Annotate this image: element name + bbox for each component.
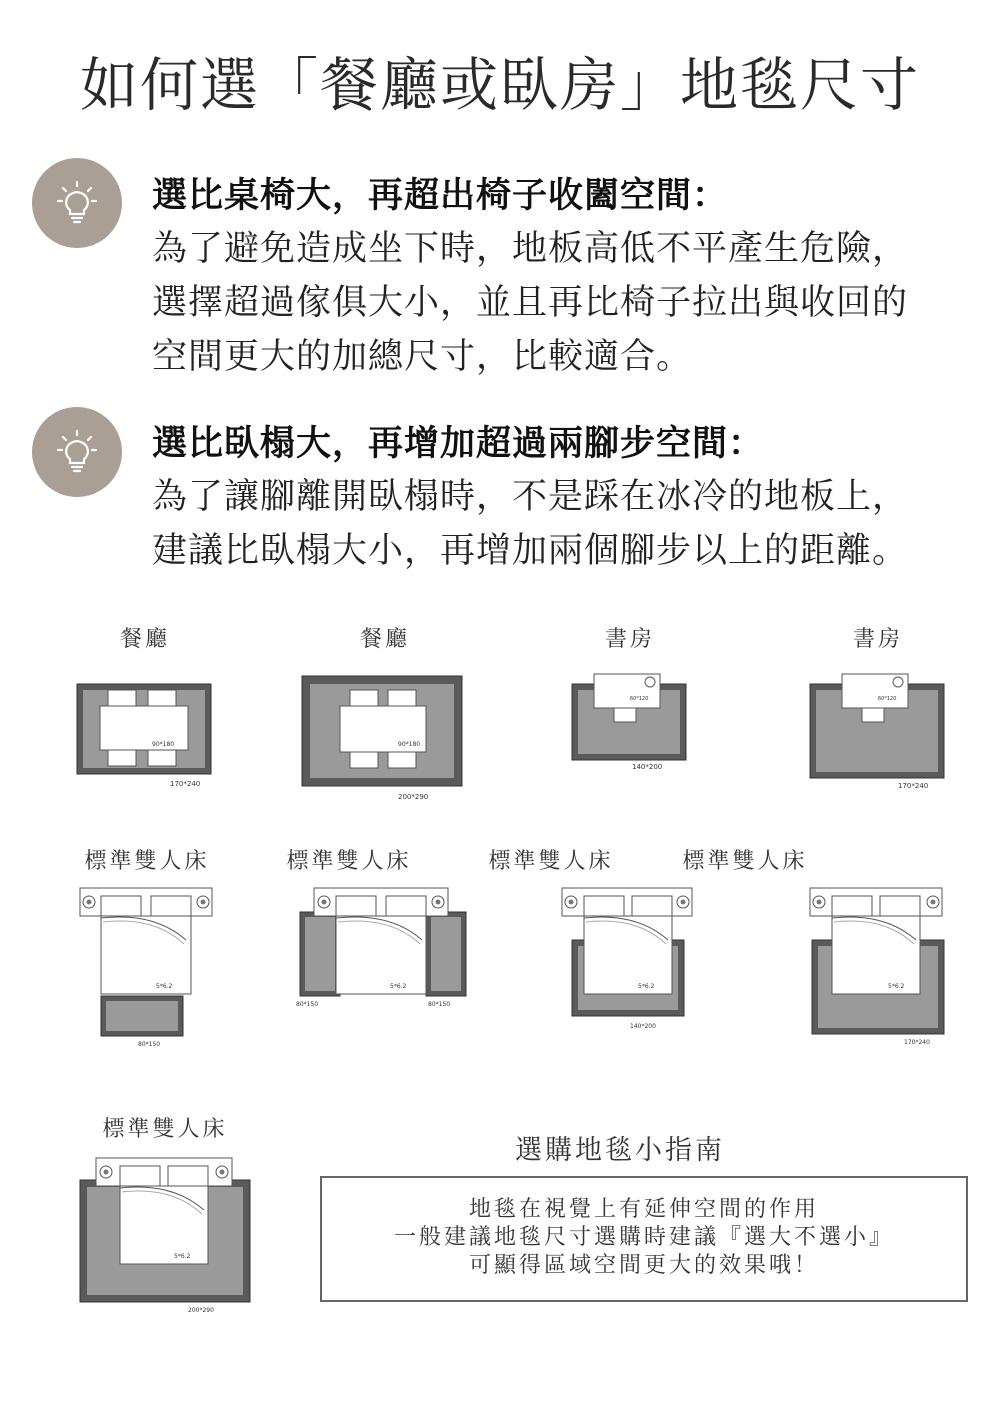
bed-size-label: 5*6.2 (638, 983, 655, 990)
bed-size-label: 5*6.2 (888, 983, 905, 990)
bedroom-rug-diagram (74, 884, 220, 1050)
rug-size-label: 80*150 (428, 1001, 451, 1008)
bedroom-rug-diagram (552, 884, 698, 1034)
bed-size-label: 5*6.2 (390, 983, 407, 990)
diagram-label: 標準雙人床 (488, 849, 614, 874)
rug-size-label: 170*240 (170, 780, 201, 788)
rug-size-label: 140*200 (632, 763, 663, 771)
bedroom-rug-diagram (76, 1154, 254, 1320)
diagram-label: 標準雙人床 (286, 849, 412, 874)
diagram-label: 書房 (852, 627, 903, 652)
lightbulb-icon (32, 158, 122, 248)
diagram-label: 餐廳 (359, 627, 410, 652)
bed-size-label: 5*6.2 (156, 983, 173, 990)
bed-size-label: 5*6.2 (174, 1253, 191, 1260)
guide-line: 一般建議地毯尺寸選購時建議『選大不選小』 (393, 1225, 894, 1250)
tip-body (152, 470, 982, 578)
diagram-label: 標準雙人床 (102, 1117, 228, 1142)
diagram-label: 標準雙人床 (84, 849, 210, 874)
rug-size-label: 170*240 (904, 1039, 930, 1046)
rug-size-label: 80*150 (296, 1001, 319, 1008)
tip-line: 建議比臥榻大小，再增加兩個腳步以上的距離。 (152, 531, 909, 571)
lightbulb-icon (32, 407, 122, 497)
tip-line: 為了避免造成坐下時，地板高低不平產生危險， (152, 229, 909, 269)
page-title: 如何選「餐廳或臥房」地毯尺寸 (79, 51, 920, 119)
rug-size-label: 200*290 (188, 1307, 214, 1314)
table-size-label: 90*180 (398, 741, 421, 748)
diagram-label: 餐廳 (119, 627, 170, 652)
tip-body (152, 222, 982, 384)
study-rug-diagram (568, 670, 692, 780)
table-size-label: 90*180 (152, 741, 175, 748)
diagram-label: 標準雙人床 (682, 849, 808, 874)
guide-line: 地毯在視覺上有延伸空間的作用 (468, 1197, 819, 1222)
tip-line: 為了讓腳離開臥榻時，不是踩在冰冷的地板上， (152, 477, 909, 517)
bedroom-rug-diagram (290, 884, 472, 1016)
diagram-label: 書房 (604, 627, 655, 652)
tip-line: 空間更大的加總尺寸，比較適合。 (152, 337, 693, 377)
rug-size-label: 140*200 (630, 1023, 656, 1030)
tip-line: 選擇超過傢俱大小，並且再比椅子拉出與收回的 (152, 283, 909, 323)
dining-rug-diagram (74, 678, 216, 798)
rug-size-label: 200*290 (398, 793, 429, 801)
guide-box (320, 1176, 968, 1302)
study-rug-diagram (806, 670, 948, 794)
rug-size-label: 170*240 (898, 782, 929, 790)
guide-line: 可顯得區域空間更大的效果哦！ (468, 1253, 819, 1278)
guide-title: 選購地毯小指南 (515, 1135, 725, 1166)
tip-heading: 選比臥榻大，再增加超過兩腳步空間： (152, 424, 765, 464)
desk-size-label: 60*120 (630, 696, 649, 702)
rug-size-label: 80*150 (138, 1041, 161, 1048)
bedroom-rug-diagram (806, 884, 952, 1050)
tip-heading: 選比桌椅大，再超出椅子收闔空間： (152, 176, 729, 216)
dining-rug-diagram (298, 672, 468, 804)
desk-size-label: 60*120 (878, 696, 897, 702)
